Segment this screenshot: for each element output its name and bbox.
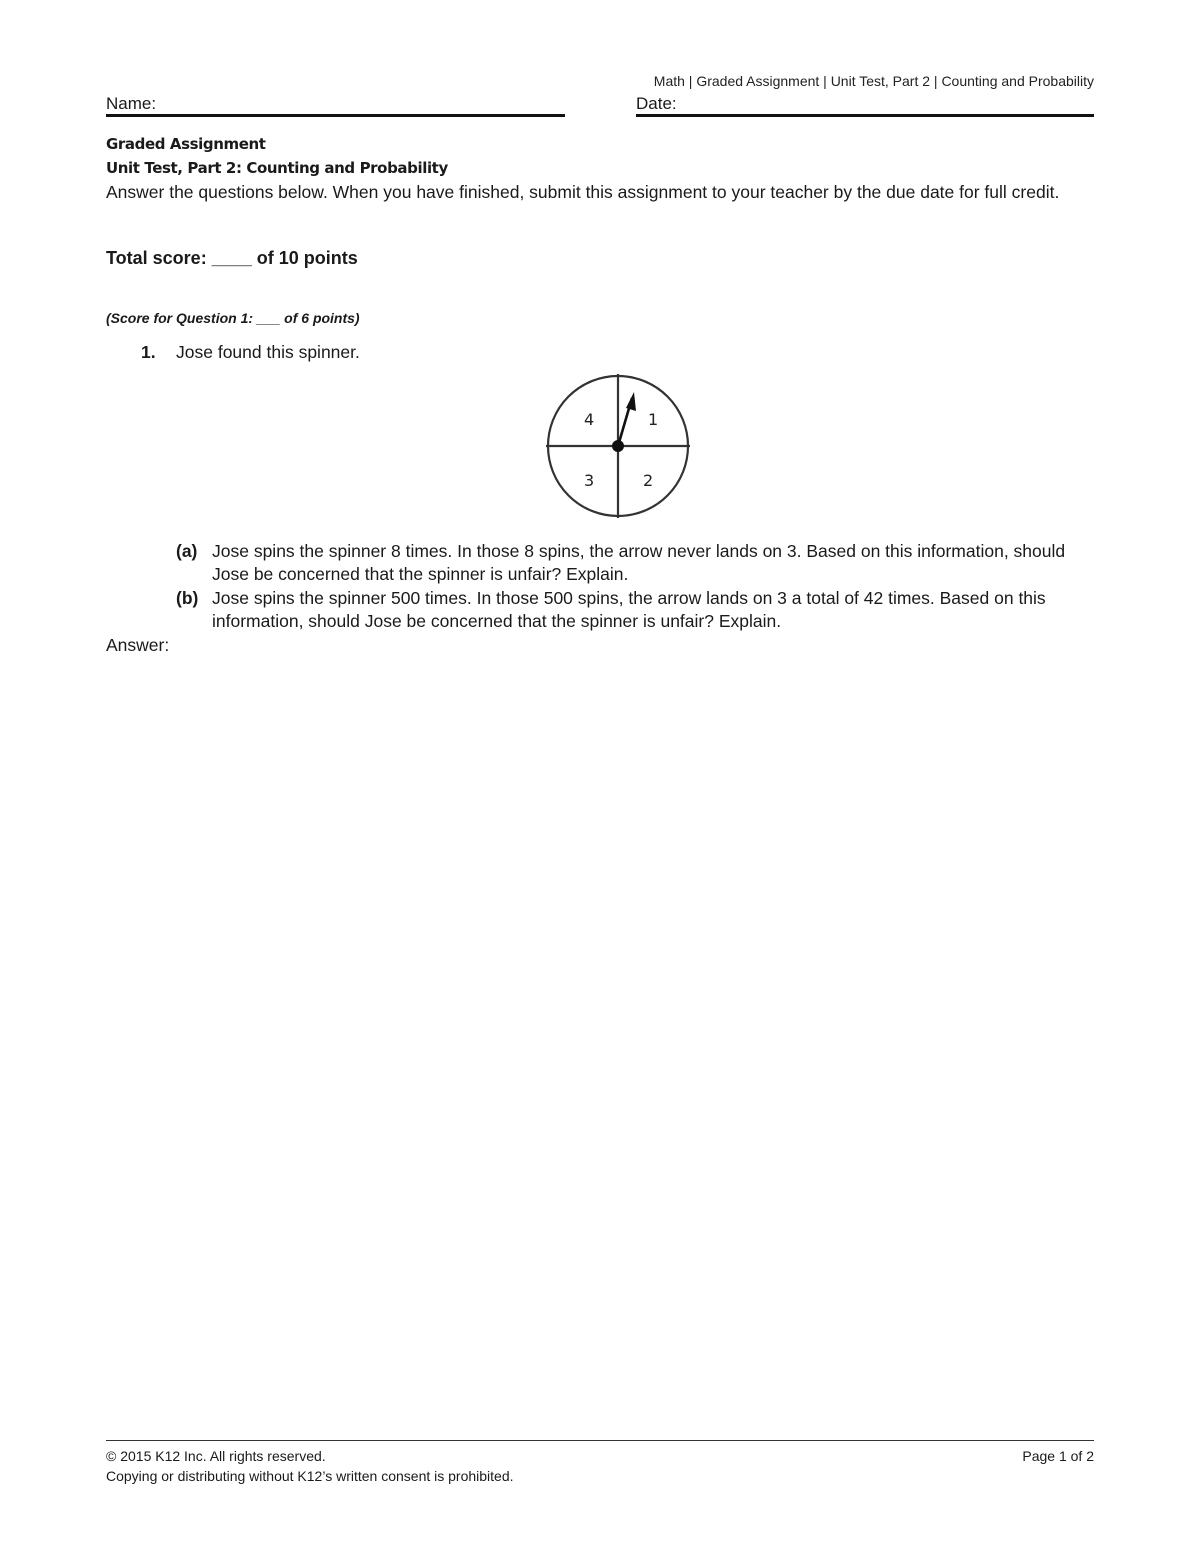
instructions: Answer the questions below. When you have finished, submit this assignment to your teacher by the due date for full credit.	[106, 182, 1060, 202]
footer-left	[106, 1446, 514, 1486]
assignment-heading: Graded Assignment	[106, 135, 266, 153]
part-a-text: Jose spins the spinner 8 times. In those 8 spins, the arrow never lands on 3. Based on this information, should Jose be concerned that the spinner is unfair? Explain.	[212, 541, 1066, 584]
footer-copyright: © 2015 K12 Inc. All rights reserved.	[106, 1448, 326, 1464]
date-label: Date:	[636, 94, 677, 113]
spinner-label-4: 4	[584, 410, 595, 429]
total-score: Total score: ____ of 10 points	[106, 248, 358, 268]
page-number: Page 1 of 2	[1022, 1448, 1094, 1464]
running-header: Math | Graded Assignment | Unit Test, Part 2 | Counting and Probability	[653, 73, 1094, 89]
question-part-b	[176, 587, 1096, 633]
intro-section	[106, 132, 1096, 204]
spinner-label-3: 3	[584, 471, 595, 490]
footer-notice: Copying or distributing without K12’s written consent is prohibited.	[106, 1468, 514, 1484]
question-score-line: (Score for Question 1: ___ of 6 points)	[106, 310, 360, 326]
assignment-subheading: Unit Test, Part 2: Counting and Probability	[106, 159, 448, 177]
spinner-pivot	[612, 440, 624, 452]
part-b-label: (b)	[176, 588, 199, 608]
question-text: Jose found this spinner.	[176, 342, 360, 362]
part-b-text: Jose spins the spinner 500 times. In those 500 spins, the arrow lands on 3 a total of 42 times. Based on this information, should Jose be concerned that the spinner is unfair? Explain.	[212, 588, 1046, 631]
spinner-label-1: 1	[648, 410, 659, 429]
question-part-a	[176, 540, 1096, 586]
footer-divider	[106, 1440, 1094, 1441]
spinner-diagram	[538, 368, 698, 524]
name-field-line[interactable]	[106, 114, 565, 117]
question-number: 1.	[141, 342, 156, 362]
spinner-label-2: 2	[643, 471, 654, 490]
date-field-line[interactable]	[636, 114, 1094, 117]
answer-label: Answer:	[106, 635, 170, 655]
part-a-label: (a)	[176, 541, 198, 561]
name-label: Name:	[106, 94, 157, 113]
